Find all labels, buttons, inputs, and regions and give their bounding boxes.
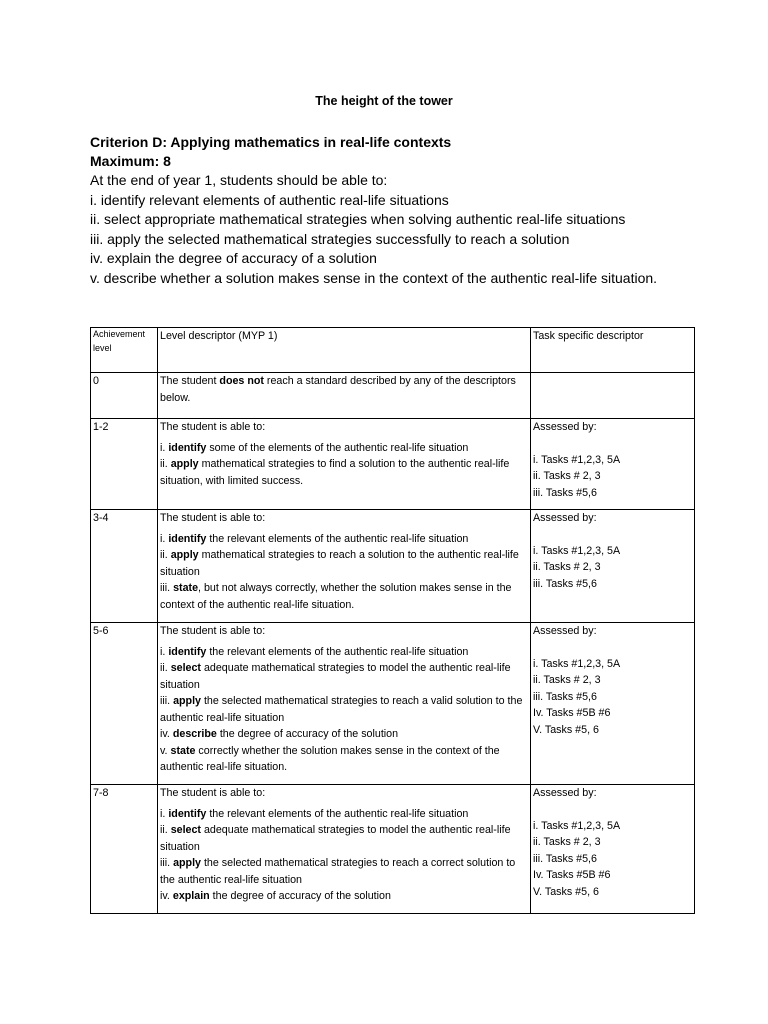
task-item: i. Tasks #1,2,3, 5A xyxy=(533,819,621,832)
objective-item: iii. apply the selected mathematical strategies successfully to reach a solution xyxy=(90,230,570,247)
descriptor-cell xyxy=(158,623,531,785)
descriptor-item: iv. explain the degree of accuracy of the solution xyxy=(160,890,391,902)
assessed-by-label: Assessed by: xyxy=(533,787,597,799)
header-achievement-level: Achievement level xyxy=(91,328,158,373)
task-item: ii. Tasks # 2, 3 xyxy=(533,674,601,686)
descriptor-intro: The student is able to: xyxy=(160,512,266,524)
task-cell xyxy=(531,785,695,914)
descriptor-text: reach a standard described by any of the descriptors below. xyxy=(160,375,516,404)
task-item: iii. Tasks #5,6 xyxy=(533,486,597,499)
task-item: V. Tasks #5, 6 xyxy=(533,723,599,736)
level-cell: 0 xyxy=(91,373,158,419)
criterion-section xyxy=(90,133,710,288)
table-row xyxy=(91,785,695,914)
descriptor-item: i. identify some of the elements of the authentic real-life situation xyxy=(160,441,469,454)
objectives-intro: At the end of year 1, students should be able to: xyxy=(90,172,388,188)
task-item: iii. Tasks #5,6 xyxy=(533,577,597,590)
table-header-row xyxy=(91,328,695,373)
table-row xyxy=(91,510,695,623)
descriptor-cell xyxy=(158,785,531,914)
descriptor-intro: The student is able to: xyxy=(160,421,266,433)
descriptor-item: ii. select adequate mathematical strategies to model the authentic real-life situation xyxy=(160,824,511,853)
descriptor-item: iii. state, but not always correctly, whether the solution makes sense in the context of the authentic real-life situation. xyxy=(160,582,512,611)
task-cell xyxy=(531,419,695,510)
descriptor-item: iv. describe the degree of accuracy of the solution xyxy=(160,728,399,740)
task-item: i. Tasks #1,2,3, 5A xyxy=(533,544,621,557)
descriptor-item: iii. apply the selected mathematical strategies to reach a correct solution to the authentic real-life situation xyxy=(160,857,516,886)
task-item: ii. Tasks # 2, 3 xyxy=(533,470,601,482)
level-cell: 5-6 xyxy=(91,623,158,785)
task-cell xyxy=(531,510,695,623)
descriptor-item: i. identify the relevant elements of the authentic real-life situation xyxy=(160,645,469,658)
assessed-by-label: Assessed by: xyxy=(533,625,597,637)
descriptor-cell xyxy=(158,510,531,623)
level-cell: 7-8 xyxy=(91,785,158,914)
rubric-table xyxy=(90,327,695,914)
level-cell: 3-4 xyxy=(91,510,158,623)
assessed-by-label: Assessed by: xyxy=(533,512,597,524)
descriptor-item: v. state correctly whether the solution makes sense in the context of the authentic real-life situation. xyxy=(160,744,500,773)
task-item: iii. Tasks #5,6 xyxy=(533,690,597,703)
descriptor-item: ii. select adequate mathematical strategies to model the authentic real-life situation xyxy=(160,662,511,691)
task-item: Iv. Tasks #5B #6 xyxy=(533,707,611,719)
task-item: Iv. Tasks #5B #6 xyxy=(533,869,611,881)
header-level-descriptor: Level descriptor (MYP 1) xyxy=(158,328,531,373)
assessed-by-label: Assessed by: xyxy=(533,421,597,433)
task-cell xyxy=(531,623,695,785)
descriptor-item: ii. apply mathematical strategies to reach a solution to the authentic real-life situation xyxy=(160,549,519,578)
task-item: ii. Tasks # 2, 3 xyxy=(533,836,601,848)
objective-item: i. identify relevant elements of authentic real-life situations xyxy=(90,191,449,208)
table-row xyxy=(91,373,695,419)
descriptor-emphasis: does not xyxy=(219,375,264,387)
level-cell: 1-2 xyxy=(91,419,158,510)
table-row xyxy=(91,623,695,785)
descriptor-item: ii. apply mathematical strategies to find a solution to the authentic real-life situation, with limited success. xyxy=(160,458,510,487)
task-item: iii. Tasks #5,6 xyxy=(533,852,597,865)
objective-item: ii. select appropriate mathematical strategies when solving authentic real-life situations xyxy=(90,211,626,227)
task-item: i. Tasks #1,2,3, 5A xyxy=(533,657,621,670)
criterion-heading: Criterion D: Applying mathematics in real-life contexts xyxy=(90,134,452,150)
maximum-score: Maximum: 8 xyxy=(90,153,171,169)
descriptor-intro: The student is able to: xyxy=(160,787,266,799)
task-item: ii. Tasks # 2, 3 xyxy=(533,561,601,573)
task-cell xyxy=(531,373,695,419)
header-task-descriptor: Task specific descriptor xyxy=(531,328,695,373)
document-title: The height of the tower xyxy=(315,94,453,108)
objective-item: v. describe whether a solution makes sense in the context of the authentic real-life situation. xyxy=(90,269,658,286)
task-item: i. Tasks #1,2,3, 5A xyxy=(533,453,621,466)
task-item: V. Tasks #5, 6 xyxy=(533,885,599,898)
descriptor-item: i. identify the relevant elements of the authentic real-life situation xyxy=(160,807,469,820)
descriptor-item: i. identify the relevant elements of the authentic real-life situation xyxy=(160,532,469,545)
descriptor-cell xyxy=(158,373,531,419)
descriptor-text: The student xyxy=(160,375,220,387)
descriptor-item: iii. apply the selected mathematical strategies to reach a valid solution to the authentic real-life situation xyxy=(160,695,523,724)
objective-item: iv. explain the degree of accuracy of a solution xyxy=(90,250,377,266)
descriptor-intro: The student is able to: xyxy=(160,625,266,637)
descriptor-cell xyxy=(158,419,531,510)
table-row xyxy=(91,419,695,510)
